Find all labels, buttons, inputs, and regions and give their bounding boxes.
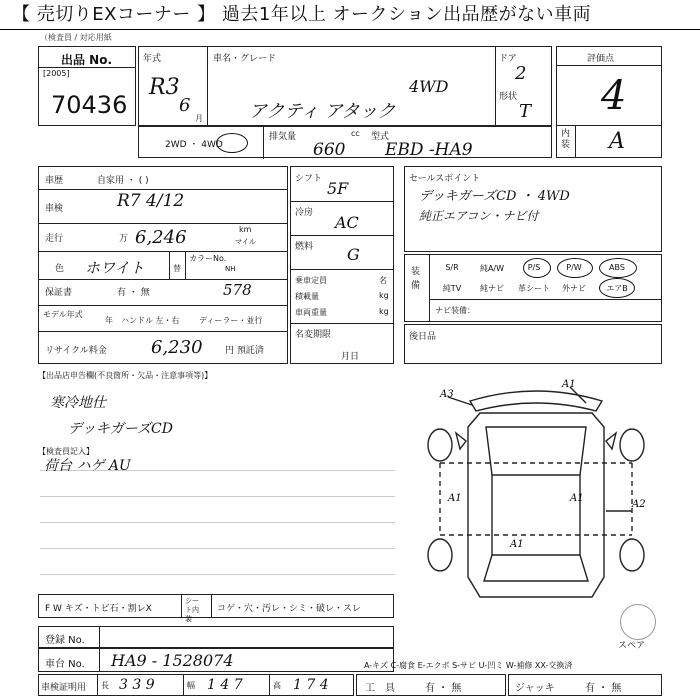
- damage-mark-a1-top: A1: [562, 379, 576, 390]
- info-block: [38, 166, 288, 364]
- damage-mark-a1-bed: A1: [510, 539, 524, 550]
- mileage-mile-unit: マイル: [235, 238, 256, 246]
- mileage-value: 6,246: [135, 227, 187, 248]
- cert-row: [38, 674, 354, 696]
- inspection-label: 車検: [45, 204, 64, 214]
- name-change-unit: 月日: [341, 352, 360, 362]
- damage-mark-a3: A3: [440, 389, 454, 400]
- ac-label: 冷房: [295, 208, 314, 218]
- fuel-value: G: [347, 245, 360, 264]
- spare-tire-icon: [620, 604, 656, 640]
- grade-hand: 4WD: [409, 77, 449, 96]
- sales-point-line2: 純正エアコン・ナビ付: [419, 209, 539, 223]
- color-change-label: 替: [173, 264, 181, 273]
- cert-width-value: 1 4 7: [207, 677, 243, 693]
- inspector-notes-line1: 荷台 ハゲ AU: [44, 458, 131, 474]
- tools-row: [356, 674, 506, 696]
- load-unit: kg: [379, 291, 389, 300]
- model-year-label: モデル年式: [43, 310, 83, 319]
- ac-value: AC: [335, 213, 359, 232]
- equip-ps: P/S: [527, 263, 541, 272]
- lot-label: 出品 No.: [61, 53, 113, 67]
- color-code-value: 578: [223, 281, 252, 299]
- cert-width-label: 幅: [187, 681, 195, 690]
- equip-airbag: エアB: [606, 284, 628, 293]
- equipment-label: 装備: [411, 267, 421, 291]
- interior-label: 内装: [561, 129, 571, 150]
- dealer-option: ディーラー・並行: [199, 316, 263, 325]
- score-label: 評価点: [587, 54, 615, 64]
- door-label: ドア: [499, 54, 517, 64]
- type-label: 型式: [371, 132, 390, 142]
- sales-point-line1: デッキガーズCD ・ 4WD: [419, 189, 570, 204]
- equip-sr: S/R: [445, 263, 459, 272]
- header-note: （検査員 / 対応用紙: [40, 33, 112, 42]
- color-code-label: カラーNo.: [189, 254, 227, 263]
- drive-row: [138, 126, 552, 158]
- month-unit: 月: [195, 114, 203, 123]
- after-market-label: 後日品: [409, 332, 437, 342]
- cert-label: 車検証明用: [41, 683, 87, 693]
- jack-label: ジャッキ: [515, 683, 555, 694]
- year-month: 6: [179, 95, 191, 116]
- damage-mark-a1-right: A1: [570, 493, 584, 504]
- registration-label: 登録 No.: [45, 635, 85, 646]
- equip-pw: P/W: [566, 263, 582, 272]
- chassis-value: HA9 - 1528074: [111, 651, 234, 670]
- seller-notes-line1: 寒冷地仕: [50, 395, 106, 411]
- top-banner: 【 売切りEXコーナー 】 過去1年以上 オークション出品歴がない車両: [0, 0, 700, 30]
- seller-notes-line2: デッキガーズCD: [68, 421, 173, 437]
- car-damage-diagram: [410, 375, 662, 615]
- history-label: 車歴: [45, 176, 64, 186]
- lot-sub-label: [2005]: [43, 69, 70, 78]
- jack-row: [508, 674, 662, 696]
- mileage-man-unit: 万: [119, 234, 129, 244]
- mileage-label: 走行: [45, 234, 64, 244]
- equipment-block: [404, 254, 662, 322]
- damage-mark-a2: A2: [632, 499, 646, 510]
- equip-nav: 純ナビ: [480, 284, 504, 293]
- seat-label: シート内装: [185, 597, 199, 623]
- score-box: [556, 46, 662, 158]
- equip-leather: 革シート: [518, 284, 550, 293]
- vehicle-box: [138, 46, 552, 126]
- door-value: 2: [515, 63, 527, 84]
- displacement-label: 排気量: [269, 132, 297, 142]
- model-name-hand: アクティ アタック: [249, 101, 396, 122]
- model-year-unit: 年: [105, 316, 113, 325]
- warranty-value: 有 ・ 無: [117, 288, 150, 298]
- displacement-unit: cc: [351, 129, 360, 138]
- history-value: 自家用 ・ ( ): [97, 176, 149, 186]
- inspector-notes-label: 【検査員記入】: [38, 447, 94, 456]
- recycle-unit: 円 預託済: [225, 346, 264, 356]
- year-era: R3: [149, 75, 180, 100]
- cert-height-label: 高: [273, 681, 281, 690]
- lot-box: [38, 46, 136, 126]
- equip-tv: 純TV: [442, 284, 462, 293]
- chassis-label: 車台 No.: [45, 659, 85, 670]
- recycle-label: リサイクル料金: [45, 346, 107, 356]
- nav-equip-label: ナビ装備：: [435, 306, 475, 315]
- shape-label: 形状: [499, 92, 518, 102]
- seller-notes-label: 【出品店申告欄(不良箇所・欠品・注意事項等)】: [38, 371, 213, 380]
- cert-length-value: 3 3 9: [119, 677, 155, 693]
- spare-label: スペア: [618, 641, 646, 651]
- name-change-label: 名変期限: [295, 330, 332, 340]
- registration-row: [38, 626, 394, 648]
- lot-number: 70436: [51, 91, 128, 119]
- damage-mark-a1-left: A1: [448, 493, 462, 504]
- jack-value: 有 ・ 無: [585, 683, 622, 694]
- damage-code-row: [38, 594, 394, 623]
- mileage-km-unit: km: [239, 225, 252, 234]
- sales-point-block: [404, 166, 662, 252]
- equip-aw: 純A/W: [479, 264, 505, 273]
- capacity-label: 乗車定員: [295, 276, 327, 285]
- color-label: 色: [55, 264, 65, 274]
- type-value: EBD -HA9: [385, 140, 473, 160]
- weight-unit: kg: [379, 307, 389, 316]
- shape-value: T: [519, 101, 532, 122]
- year-label: 年式: [143, 54, 162, 64]
- cert-length-label: 長: [101, 681, 109, 690]
- sales-point-label: セールスポイント: [409, 174, 481, 184]
- shift-label: シフト: [295, 174, 323, 184]
- weight-label: 車両重量: [295, 308, 327, 317]
- tools-value: 有 ・ 無: [425, 683, 462, 694]
- chassis-row: [38, 648, 394, 672]
- equip-ext-nav: 外ナビ: [562, 284, 586, 293]
- color-code-small: NH: [225, 265, 236, 273]
- recycle-value: 6,230: [151, 337, 203, 358]
- fuel-label: 燃料: [295, 242, 314, 252]
- equip-abs: ABS: [609, 263, 625, 272]
- tools-label: 工 具: [365, 683, 395, 694]
- inspection-value: R7 4/12: [117, 191, 185, 211]
- drive-options: 2WD ・ 4WD: [165, 140, 223, 150]
- displacement-value: 660: [313, 140, 346, 160]
- model-label: 車名・グレード: [213, 54, 277, 64]
- cert-height-value: 1 7 4: [293, 677, 329, 693]
- shift-value: 5F: [327, 179, 349, 198]
- fw-codes: F W キズ・トビ石・割レX: [45, 604, 152, 614]
- score-value: 4: [601, 73, 627, 119]
- warranty-label: 保証書: [45, 288, 73, 298]
- spec-block: [290, 166, 394, 364]
- damage-legend: A-キズ C-腐食 E-エクボ S-サビ U-凹ミ W-補修 XX-交換済: [364, 661, 573, 670]
- handle-option: ハンドル 左・右: [121, 316, 180, 325]
- capacity-unit: 名: [379, 276, 387, 285]
- load-label: 積載量: [295, 292, 319, 301]
- interior-value: A: [609, 129, 625, 154]
- seat-codes: コゲ・穴・汚レ・シミ・破レ・スレ: [217, 604, 362, 614]
- after-market-block: [404, 324, 662, 364]
- color-value: ホワイト: [85, 259, 145, 277]
